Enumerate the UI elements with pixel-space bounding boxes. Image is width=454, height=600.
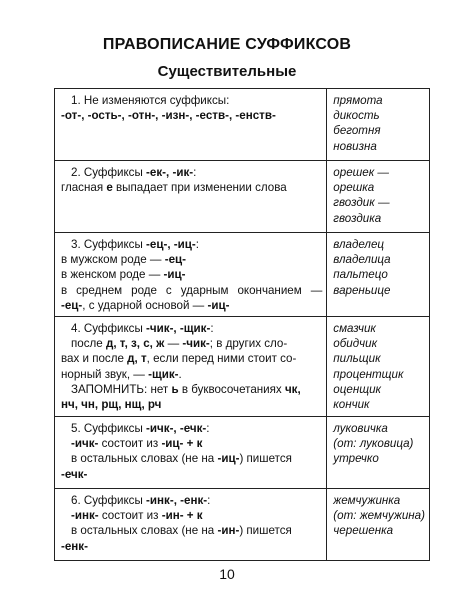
table-row [55, 161, 430, 233]
examples-cell [327, 489, 430, 561]
rule-cell [55, 417, 327, 489]
page-title: ПРАВОПИСАНИЕ СУФФИКСОВ [102, 36, 352, 53]
example-word: жемчужинка [333, 494, 401, 508]
rule-text: -ечк- [61, 467, 88, 481]
example-word: черешенка [333, 524, 394, 538]
rule-text: -от-, -ость-, -отн-, -изн-, -еств-, -енств- [61, 109, 276, 123]
example-word: владелица [333, 253, 391, 267]
example-word: вареньице [333, 283, 391, 297]
rule-note: нч, чн, рщ, нщ, рч [61, 398, 162, 412]
examples-cell [327, 161, 430, 233]
table-row [55, 89, 430, 161]
rule-note: ЗАПОМНИТЬ: нет ь в буквосочетаниях чк, [71, 382, 301, 396]
rule-cell [55, 489, 327, 561]
table-row [55, 317, 430, 417]
table-row [55, 417, 430, 489]
rule-cell [55, 89, 327, 161]
rule-text: в мужском роде — -ец- [61, 253, 186, 267]
table-row [55, 233, 430, 317]
example-word: прямота [333, 94, 383, 107]
rule-text: в остальных словах (не на -ин-) пишется [71, 524, 292, 538]
example-word: беготня [333, 124, 381, 138]
example-word: дикость [333, 109, 380, 123]
example-word: процентщик [333, 367, 404, 381]
example-word: утречко [333, 452, 379, 466]
example-word: (от: жемчужина) [333, 509, 425, 523]
example-word: владелец [333, 238, 385, 251]
section-subtitle: Существительные [157, 63, 297, 80]
example-word: пальтецо [333, 268, 388, 282]
example-word: пильщик [333, 352, 381, 366]
example-word: орешка [333, 181, 375, 195]
rule-text: -инк- состоит из -ин- + к [71, 509, 203, 523]
rule-heading: 2. Суффиксы -ек-, -ик-: [71, 166, 197, 179]
example-word: новизна [333, 139, 377, 153]
rule-text: -ичк- состоит из -иц- + к [71, 437, 203, 451]
rule-text: -енк- [61, 539, 88, 553]
example-word: гвоздика [333, 211, 382, 225]
example-word: обидчик [333, 337, 378, 351]
example-word: смазчик [333, 322, 376, 336]
examples-cell [327, 233, 430, 317]
rule-heading: 4. Суффиксы -чик-, -щик-: [71, 322, 214, 336]
examples-cell [327, 89, 430, 161]
rule-cell [55, 161, 327, 233]
example-word: оценщик [333, 382, 381, 396]
example-word: (от: луковица) [333, 437, 414, 451]
rule-cell [55, 317, 327, 417]
rule-heading: 3. Суффиксы -ец-, -иц-: [71, 238, 199, 251]
rule-text: в женском роде — -иц- [61, 268, 186, 282]
page-number: 10 [219, 566, 235, 582]
examples-cell [327, 317, 430, 417]
rule-heading: 1. Не изменяются суффиксы: [71, 94, 230, 107]
rule-heading: 5. Суффиксы -ичк-, -ечк-: [71, 422, 210, 436]
rule-text: в среднем роде с ударным окончанием — [61, 283, 323, 297]
rule-heading: 6. Суффиксы -инк-, -енк-: [71, 494, 211, 508]
rule-text: норный звук, — -щик-. [61, 367, 182, 381]
rule-text: в остальных словах (не на -иц-) пишется [71, 452, 292, 466]
example-word: кончик [333, 398, 370, 412]
rule-text: вах и после д, т, если перед ними стоит со- [61, 352, 297, 366]
table-row [55, 489, 430, 561]
examples-cell [327, 417, 430, 489]
rule-cell [55, 233, 327, 317]
suffix-rules-table [54, 88, 430, 561]
rule-text: после д, т, з, с, ж — -чик-; в других сло- [71, 337, 288, 351]
example-word: гвоздик — [333, 196, 390, 210]
example-word: орешек — [333, 166, 390, 179]
example-word: луковичка [333, 422, 388, 436]
rule-text: гласная е выпадает при изменении слова [61, 181, 287, 195]
rule-text: -ец-, с ударной основой — -иц- [61, 298, 230, 312]
